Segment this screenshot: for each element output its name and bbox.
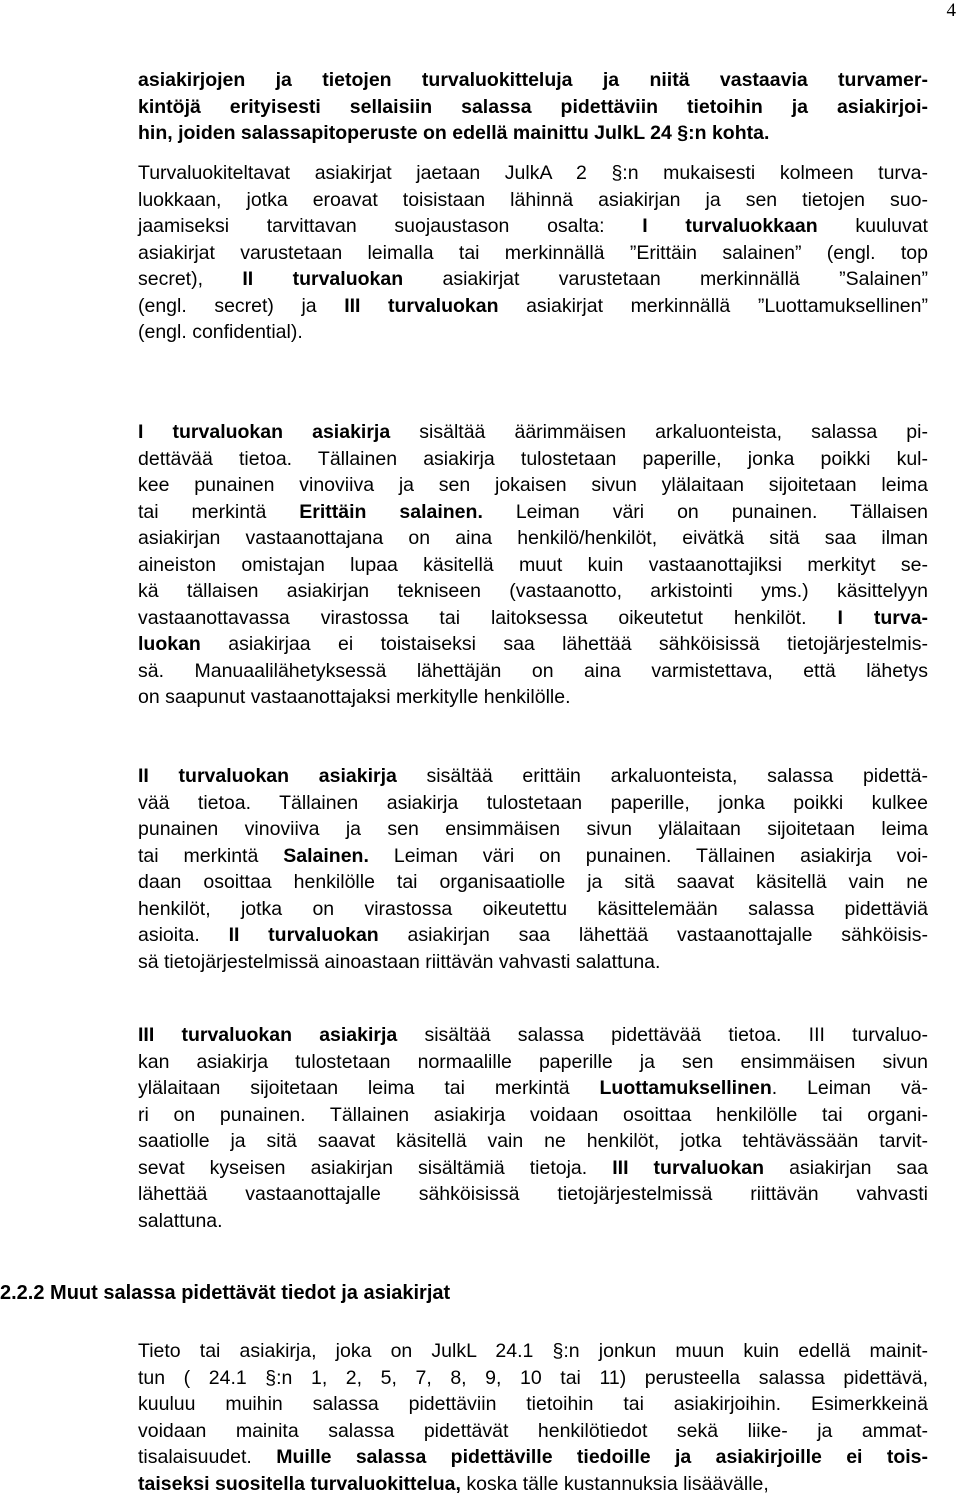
text-run: Tieto tai asiakirja, joka on JulkL 24.1 §:n jonkun muun kuin edellä mainit-: [138, 1340, 928, 1362]
text-run: koska tälle kustannuksia lisäävälle,: [460, 1472, 769, 1495]
text-run: Turvaluokiteltavat asiakirjat jaetaan JulkA 2 §:n mukaisesti kolmeen turva-: [138, 162, 928, 184]
section-heading: 2.2.2 Muut salassa pidettävät tiedot ja asiakirjat: [0, 1282, 451, 1304]
text-run: vää tietoa. Tällainen asiakirja tulostetaan paperille, jonka poikki kulkee: [138, 791, 928, 814]
bold-text: I turvaluokan asiakirja: [138, 421, 391, 443]
text-run: kan asiakirja tulostetaan normaalille paperille ja sen ensimmäisen sivun: [138, 1050, 928, 1073]
text-run: (engl. secret) ja: [138, 294, 345, 317]
bold-text: I turva-: [837, 606, 929, 629]
text-run: ri on punainen. Tällainen asiakirja voidaan osoittaa henkilölle tai organi-: [138, 1103, 928, 1126]
text-run: sisältää äärimmäisen arkaluonteista, salassa pi-: [390, 421, 928, 443]
text-line: [138, 763, 928, 790]
text-line: [138, 949, 928, 976]
text-run: vastaanottavassa virastossa tai laitoksessa oikeutetut henkilöt.: [138, 606, 838, 629]
bold-text: hin, joiden salassapitoperuste on edellä mainittu JulkL 24 §:n kohta.: [138, 122, 770, 144]
bold-text: asiakirjojen ja tietojen turvaluokitteluja ja niitä vastaavia turvamer-: [138, 69, 928, 91]
text-line: [138, 1391, 928, 1418]
text-line: [138, 1365, 928, 1392]
text-run: sisältää erittäin arkaluonteista, salassa pidettä-: [396, 765, 928, 787]
text-line: [138, 266, 928, 293]
text-line: [138, 552, 928, 579]
text-run: tai merkintä: [138, 844, 284, 867]
text-run: asiakirjat varustetaan leimalla tai merkinnällä ”Erittäin salainen” (engl. top: [138, 241, 928, 264]
bold-text: I turvaluokkaan: [642, 215, 818, 237]
text-line: [138, 684, 928, 711]
text-line: [138, 499, 928, 526]
text-run: kuuluvat: [817, 215, 928, 237]
text-run: jaamiseksi tarvittavan suojaustason osalta:: [138, 215, 643, 237]
text-run: Leiman väri on punainen. Tällainen asiakirja voi-: [393, 844, 928, 867]
text-line: [138, 160, 928, 187]
other-secret-paragraph: [138, 1338, 928, 1497]
text-run: tisalaisuudet.: [138, 1446, 277, 1468]
text-run: ylälaitaan sijoitetaan leima tai merkintä: [138, 1077, 600, 1099]
text-line: [138, 1181, 928, 1208]
text-line: [138, 658, 928, 685]
bold-text: Muille salassa pidettäville tiedoille ja asiakirjoille ei tois-: [276, 1446, 928, 1468]
text-run: asiakirjan saa lähettää vastaanottajalle sähköisis-: [378, 924, 928, 946]
text-run: Leiman väri on punainen. Tällaisen: [515, 500, 929, 523]
text-run: sä tietojärjestelmissä ainoastaan riittävän vahvasti salattuna.: [138, 950, 661, 973]
text-line: [138, 896, 928, 923]
text-run: dettävää tietoa. Tällainen asiakirja tulostetaan paperille, jonka poikki kul-: [138, 447, 928, 470]
text-line: [138, 1418, 928, 1445]
bold-text: II turvaluokan asiakirja: [138, 765, 397, 787]
text-run: asiakirjaa ei toistaiseksi saa lähettää sähköisissä tietojärjestelmis-: [200, 633, 928, 655]
text-line: [138, 1022, 928, 1049]
bold-text: kintöjä erityisesti sellaisiin salassa pidettäviin tietoihin ja asiakirjoi-: [138, 95, 928, 118]
text-line: [138, 843, 928, 870]
text-run: secret),: [138, 268, 243, 290]
bold-text: Luottamuksellinen: [599, 1077, 772, 1099]
text-line: [138, 319, 928, 346]
text-line: [138, 472, 928, 499]
text-run: saatiolle ja sitä saavat käsitellä vain ne henkilöt, jotka tehtävässään tarvit-: [138, 1130, 928, 1152]
text-line: [138, 1208, 928, 1235]
text-run: lähettää vastaanottajalle sähköisissä tietojärjestelmissä riittävän vahvasti: [138, 1183, 928, 1205]
bold-text: III turvaluokan: [612, 1156, 765, 1179]
bold-text: III turvaluokan asiakirja: [138, 1024, 398, 1046]
text-run: voidaan mainita salassa pidettävät henkilötiedot sekä liike- ja ammat-: [138, 1419, 928, 1442]
text-run: . Leiman vä-: [771, 1077, 928, 1099]
text-line: [138, 1471, 928, 1498]
bold-text: taiseksi suositella turvaluokittelua,: [138, 1472, 461, 1495]
text-line: [138, 213, 928, 240]
class-3-paragraph: [138, 1022, 928, 1234]
text-line: [138, 293, 928, 320]
bold-text: luokan: [138, 633, 201, 655]
text-run: tai merkintä: [138, 500, 300, 523]
text-run: asiakirjat merkinnällä ”Luottamuksellinen”: [498, 294, 928, 317]
text-run: aineiston omistajan lupaa käsitellä muut kuin vastaanottajiksi merkityt se-: [138, 553, 928, 576]
text-run: sisältää salassa pidettävää tietoa. III turvaluo-: [397, 1024, 928, 1046]
text-line: [138, 631, 928, 658]
bold-text: Erittäin salainen: [299, 500, 478, 523]
class-2-paragraph: [138, 763, 928, 975]
text-run: sä. Manuaalilähetyksessä lähettäjän on aina varmistettava, että lähetys: [138, 659, 928, 682]
text-run: asiakirjan saa: [764, 1156, 928, 1179]
bold-text: .: [477, 500, 516, 523]
text-line: [138, 578, 928, 605]
text-line: [138, 446, 928, 473]
text-line: [138, 419, 928, 446]
text-run: asioita.: [138, 924, 229, 946]
text-run: henkilöt, jotka on virastossa oikeutettu käsittelemään salassa pidettäviä: [138, 897, 928, 920]
text-run: asiakirjan vastaanottajana on aina henkilö/henkilöt, eivätkä sitä saa ilman: [138, 527, 928, 549]
text-run: asiakirjat varustetaan merkinnällä ”Salainen”: [403, 268, 929, 290]
text-run: on saapunut vastaanottajaksi merkitylle henkilölle.: [138, 686, 571, 708]
text-run: salattuna.: [138, 1209, 223, 1232]
text-run: daan osoittaa henkilölle tai organisaatiolle ja sitä saavat käsitellä vain ne: [138, 871, 928, 893]
text-line: [138, 94, 928, 121]
text-line: [138, 1444, 928, 1471]
classification-paragraph: [138, 160, 928, 346]
page-number: 4: [946, 0, 956, 21]
bold-text: III turvaluokan: [344, 294, 499, 317]
bold-text: .: [363, 844, 394, 867]
text-run: kee punainen vinoviiva ja sen jokaisen sivun ylälaitaan sijoitetaan leima: [138, 474, 928, 496]
text-line: [138, 240, 928, 267]
text-run: tun ( 24.1 §:n 1, 2, 5, 7, 8, 9, 10 tai 11) perusteella salassa pidettävä,: [138, 1366, 928, 1389]
text-run: punainen vinoviiva ja sen ensimmäisen sivun ylälaitaan sijoitetaan leima: [138, 818, 928, 840]
text-run: luokkaan, jotka eroavat toisistaan lähinnä asiakirjan ja sen tietojen suo-: [138, 188, 928, 211]
text-line: [138, 922, 928, 949]
text-line: [138, 790, 928, 817]
text-run: kä tällaisen asiakirjan tekniseen (vastaanotto, arkistointi yms.) käsittelyyn: [138, 580, 928, 602]
text-line: [138, 1338, 928, 1365]
text-line: [138, 1075, 928, 1102]
bold-text: II turvaluokan: [228, 924, 379, 946]
text-line: [138, 605, 928, 632]
text-run: (engl. confidential).: [138, 321, 303, 343]
text-run: sevat kyseisen asiakirjan sisältämiä tietoja.: [138, 1156, 613, 1179]
text-line: [138, 816, 928, 843]
bold-text: II turvaluokan: [242, 268, 404, 290]
text-line: [138, 120, 928, 147]
text-line: [138, 187, 928, 214]
class-1-paragraph: [138, 419, 928, 711]
bold-text: Salainen: [283, 844, 364, 867]
text-line: [138, 525, 928, 552]
text-line: [138, 1102, 928, 1129]
text-line: [138, 869, 928, 896]
text-line: [138, 1049, 928, 1076]
text-line: [138, 1128, 928, 1155]
text-line: [138, 1155, 928, 1182]
text-line: [138, 67, 928, 94]
intro-paragraph: [138, 67, 928, 147]
text-run: kuuluu muihin salassa pidettäviin tietoihin tai asiakirjoihin. Esimerkkeinä: [138, 1393, 928, 1415]
